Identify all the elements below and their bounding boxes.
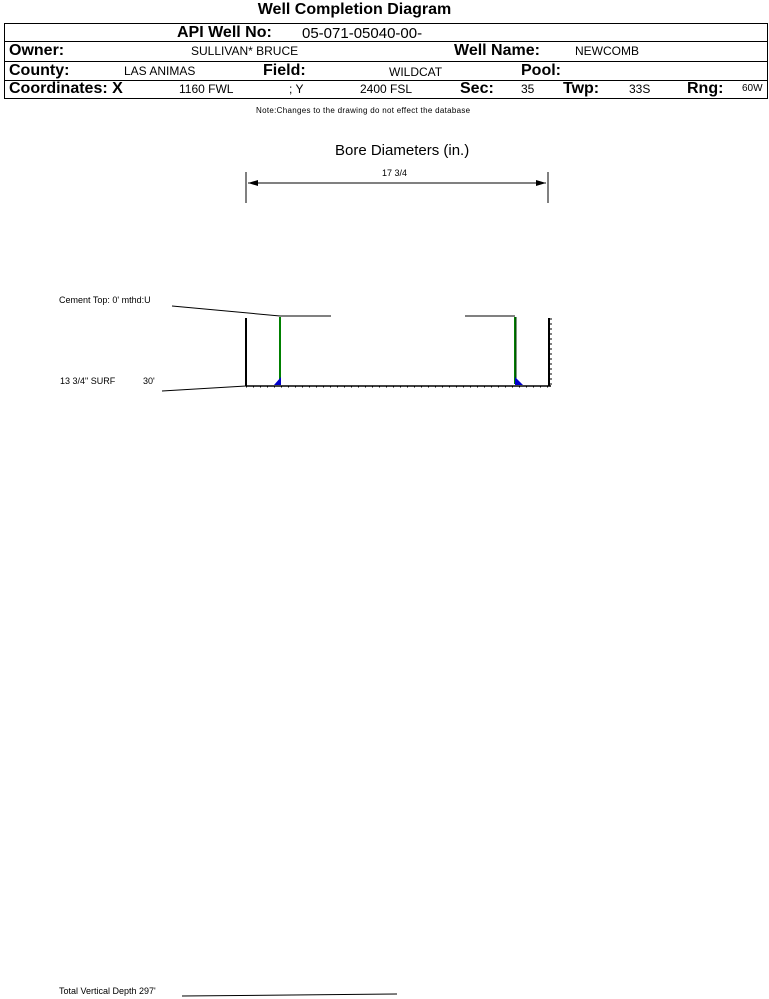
field-label: Field:	[263, 62, 306, 79]
field-value: WILDCAT	[389, 65, 443, 79]
cement-top-leader	[172, 306, 515, 316]
api-label: API Well No:	[177, 24, 272, 41]
owner-value: SULLIVAN* BRUCE	[191, 44, 299, 58]
borehole-walls	[246, 318, 551, 387]
casing-leader	[162, 386, 246, 391]
owner-label: Owner:	[9, 42, 65, 59]
casing-depth: 30'	[143, 376, 155, 386]
casing-shoe	[274, 377, 523, 385]
total-depth-line	[182, 994, 397, 996]
bore-diameter-value: 17 3/4	[382, 168, 408, 178]
x-coordinate-value: 1160 FWL	[179, 82, 234, 96]
api-value: 05-071-05040-00-	[302, 25, 423, 42]
township-label: Twp:	[563, 80, 600, 97]
range-label: Rng:	[687, 80, 724, 97]
cement-top-label: Cement Top: 0' mthd:U	[59, 295, 151, 305]
section-label: Sec:	[460, 80, 494, 97]
surface-casing	[280, 317, 516, 384]
bore-dimension-line	[246, 172, 548, 203]
casing-label: 13 3/4" SURF	[60, 376, 116, 386]
total-depth-label: Total Vertical Depth 297'	[59, 986, 156, 996]
database-note: Note:Changes to the drawing do not effect the database	[256, 106, 471, 115]
county-label: County:	[9, 62, 70, 79]
range-value: 60W	[742, 83, 763, 94]
township-value: 33S	[629, 82, 651, 96]
county-value: LAS ANIMAS	[124, 64, 196, 78]
diagram-title: Well Completion Diagram	[257, 1, 452, 18]
coordinates-label: Coordinates: X	[9, 80, 123, 97]
well-name-value: NEWCOMB	[575, 44, 639, 58]
pool-label: Pool:	[521, 62, 561, 79]
bore-diameters-title: Bore Diameters (in.)	[335, 142, 470, 159]
section-value: 35	[521, 82, 535, 96]
y-coordinate-label: ; Y	[289, 82, 304, 96]
y-coordinate-value: 2400 FSL	[360, 82, 413, 96]
well-name-label: Well Name:	[454, 42, 540, 59]
